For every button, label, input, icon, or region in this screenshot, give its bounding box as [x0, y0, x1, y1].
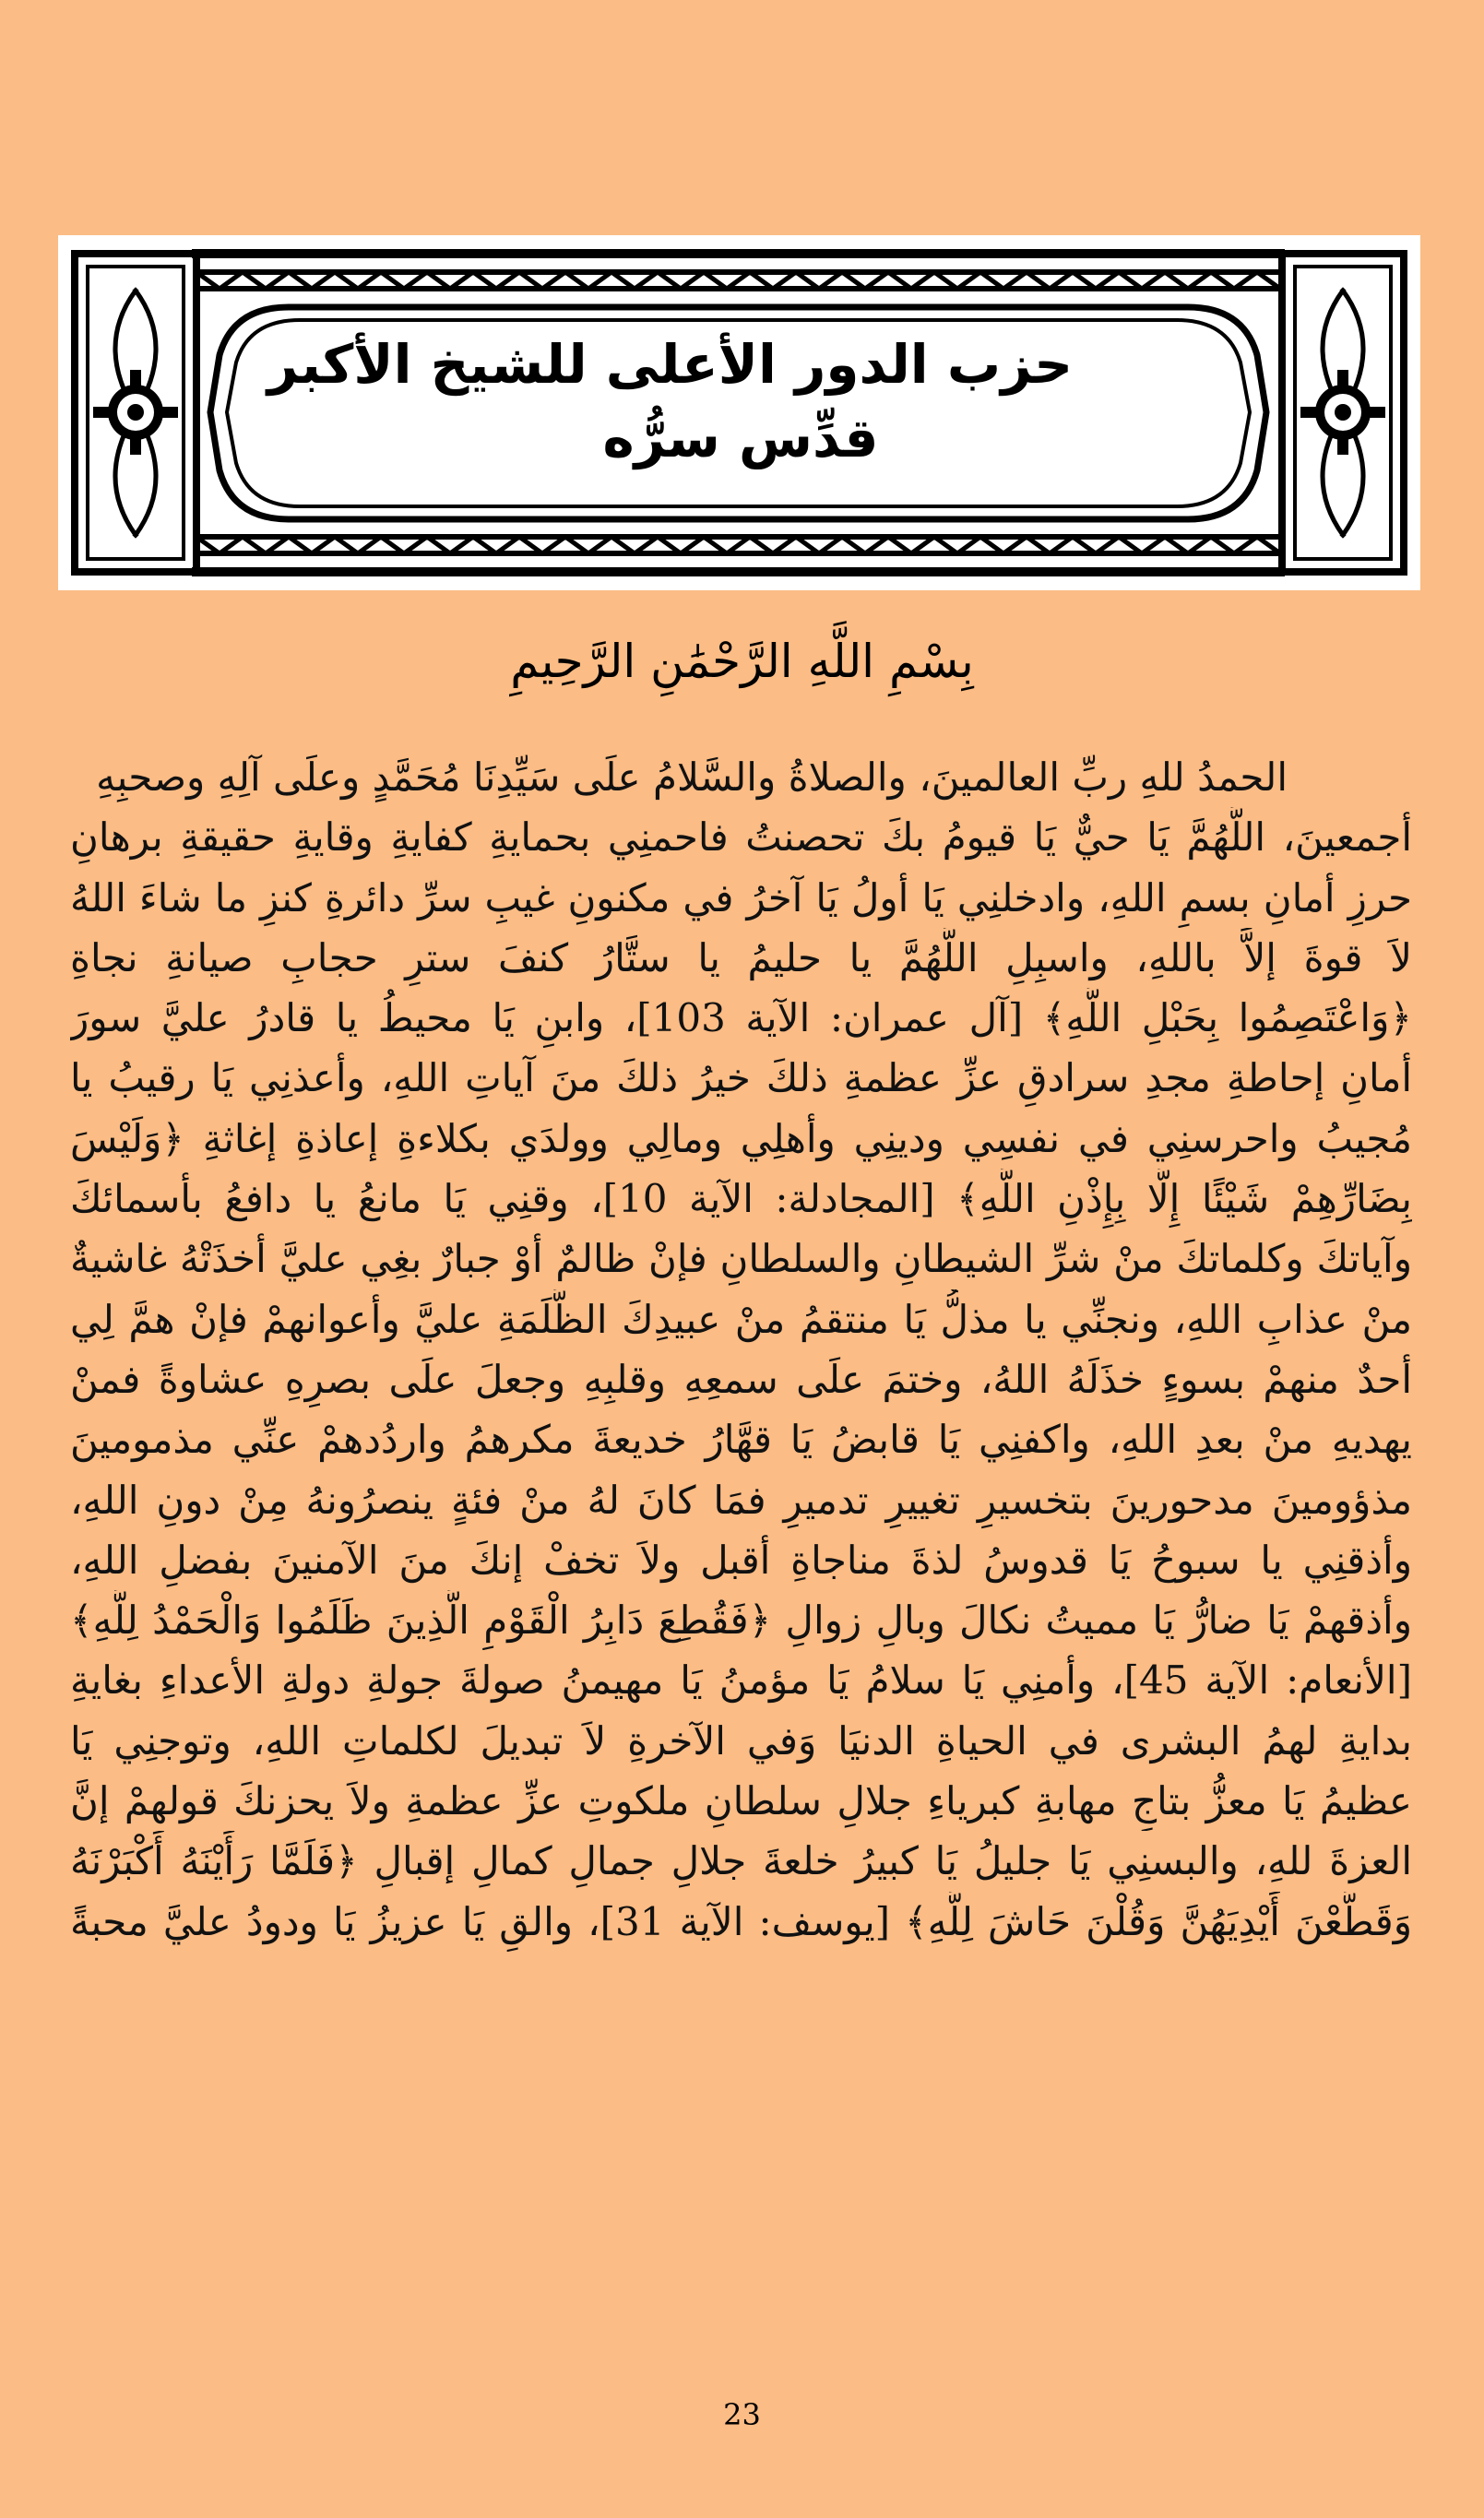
text-line: مذؤومينَ مدحورينَ بتخسيرِ تغييرِ تدميرِ فمَا كانَ لهُ منْ فئةٍ ينصرُونهُ مِنْ دونِ اللهِ،	[70, 1477, 1412, 1523]
text-line: منْ عذابِ اللهِ، ونجنِّي يا مذلُّ يَا منتقمُ منْ عبيدِكَ الظَّلَمَةِ عليَّ وأعوانهمْ فإنْ همَّ لِي	[70, 1296, 1412, 1342]
text-line: أجمعينَ، اللَّهُمَّ يَا حيٌّ يَا قيومُ بكَ تحصنتُ فاحمنِي بحمايةِ كفايةِ وقايةِ حقيقةِ برهانِ	[70, 814, 1412, 861]
text-line: وَقَطَّعْنَ أَيْدِيَهُنَّ وَقُلْنَ حَاشَ لِلَّهِ﴾ [يوسف: الآية 31]، والقِ يَا عزيزُ يَا ودودُ عليَّ محبةً	[70, 1898, 1412, 1944]
text-line: وآياتكَ وكلماتكَ منْ شرِّ الشيطانِ والسلطانِ فإنْ ظالمٌ أوْ جبارٌ بغِي عليَّ أخذَتْهُ غاشيةٌ	[70, 1236, 1412, 1282]
text-line: [الأنعام: الآية 45]، وأمنِي يَا سلامُ يَا مؤمنُ يَا مهيمنُ صولةَ جولةِ دولةِ الأعداءِ بغايةِ	[70, 1657, 1412, 1704]
body-text	[70, 747, 1412, 1952]
text-line: الحمدُ للهِ ربِّ العالمينَ، والصلاةُ والسَّلامُ علَى سَيِّدِنَا مُحَمَّدٍ وعلَى آلِهِ وصحبِهِ	[96, 754, 1288, 800]
text-line: وأذقنِي يا سبوحُ يَا قدوسُ لذةَ مناجاةِ أقبل ولاَ تخفْ إنكَ منَ الآمنينَ بفضلِ اللهِ،	[70, 1537, 1412, 1583]
title-line-1: حزب الدور الأعلى للشيخ الأكبر	[267, 333, 1073, 396]
text-line: وأذقهمْ يَا ضارُّ يَا مميتُ نكالَ وبالِ زوالِ ﴿فَقُطِعَ دَابِرُ الْقَوْمِ الَّذِينَ ظَلَمُوا وَالْحَمْدُ لِلَّهِ﴾	[70, 1598, 1412, 1644]
text-line: أمانِ إحاطةِ مجدِ سرادقِ عزِّ عظمةِ ذلكَ خيرُ ذلكَ منَ آياتِ اللهِ، وأعذنِي يَا رقيبُ يا	[70, 1055, 1412, 1101]
text-line: مُجيبُ واحرسنِي في نفسِي ودينِي وأهلِي ومالِي وولدَي بكلاءةِ إعاذةِ إغاثةِ ﴿وَلَيْسَ	[70, 1115, 1412, 1161]
banner-title	[267, 327, 1073, 475]
basmala: بِسْمِ اللَّهِ الرَّحْمَٰنِ الرَّحِيمِ	[510, 635, 974, 688]
text-line: لاَ قوةَ إلاَّ باللهِ، واسبِلِ اللَّهُمَّ يا حليمُ يا ستَّارُ كنفَ سترِ حجابِ صيانةِ نجاةِ	[70, 934, 1412, 980]
text-line: بدايةِ لهمُ البشرى في الحياةِ الدنيَا وَفي الآخرةِ لاَ تبديلَ لكلماتِ اللهِ، وتوجنِي يَا	[70, 1717, 1412, 1764]
title-banner	[58, 235, 1420, 590]
text-line: عظيمُ يَا معزُّ بتاجِ مهابةِ كبرياءِ جلالِ سلطانِ ملكوتِ عزِّ عظمةِ ولاَ يحزنكَ قولهمْ إنَّ	[70, 1778, 1412, 1824]
text-line: حرزِ أمانِ بسمِ اللهِ، وادخلنِي يَا أولُ يَا آخرُ في مكنونِ غيبِ سرِّ دائرةِ كنزِ ما شاءَ اللهُ	[70, 874, 1412, 920]
text-line: أحدٌ منهمْ بسوءٍ خذَلَهُ اللهُ، وختمَ علَى سمعِهِ وقلبِهِ وجعلَ علَى بصرِهِ عشاوةً فمنْ	[70, 1356, 1412, 1402]
text-line: العزةَ للهِ، والبسنِي يَا جليلُ يَا كبيرُ خلعةَ جلالِ جمالِ كمالِ إقبالِ ﴿فَلَمَّا رَأَيْنَهُ أَكْبَرْنَهُ	[70, 1838, 1412, 1884]
text-line: بِضَارِّهِمْ شَيْئًا إِلَّا بِإِذْنِ اللَّهِ﴾ [المجادلة: الآية 10]، وقنِي يَا مانعُ يا دافعُ بأسمائكَ	[70, 1176, 1412, 1222]
page-number: 23	[723, 2397, 761, 2432]
text-line: يهديهِ منْ بعدِ اللهِ، واكفنِي يَا قابضُ يَا قهَّارُ خديعةَ مكرهمُ واردُدهمْ عنِّي مذمومينَ	[70, 1417, 1412, 1463]
text-line: ﴿وَاعْتَصِمُوا بِحَبْلِ اللَّهِ﴾ [آل عمران: الآية 103]، وابنِ يَا محيطُ يا قادرُ عليَّ سورَ	[70, 995, 1412, 1041]
title-line-2: قدِّس سرُّه	[602, 407, 879, 469]
